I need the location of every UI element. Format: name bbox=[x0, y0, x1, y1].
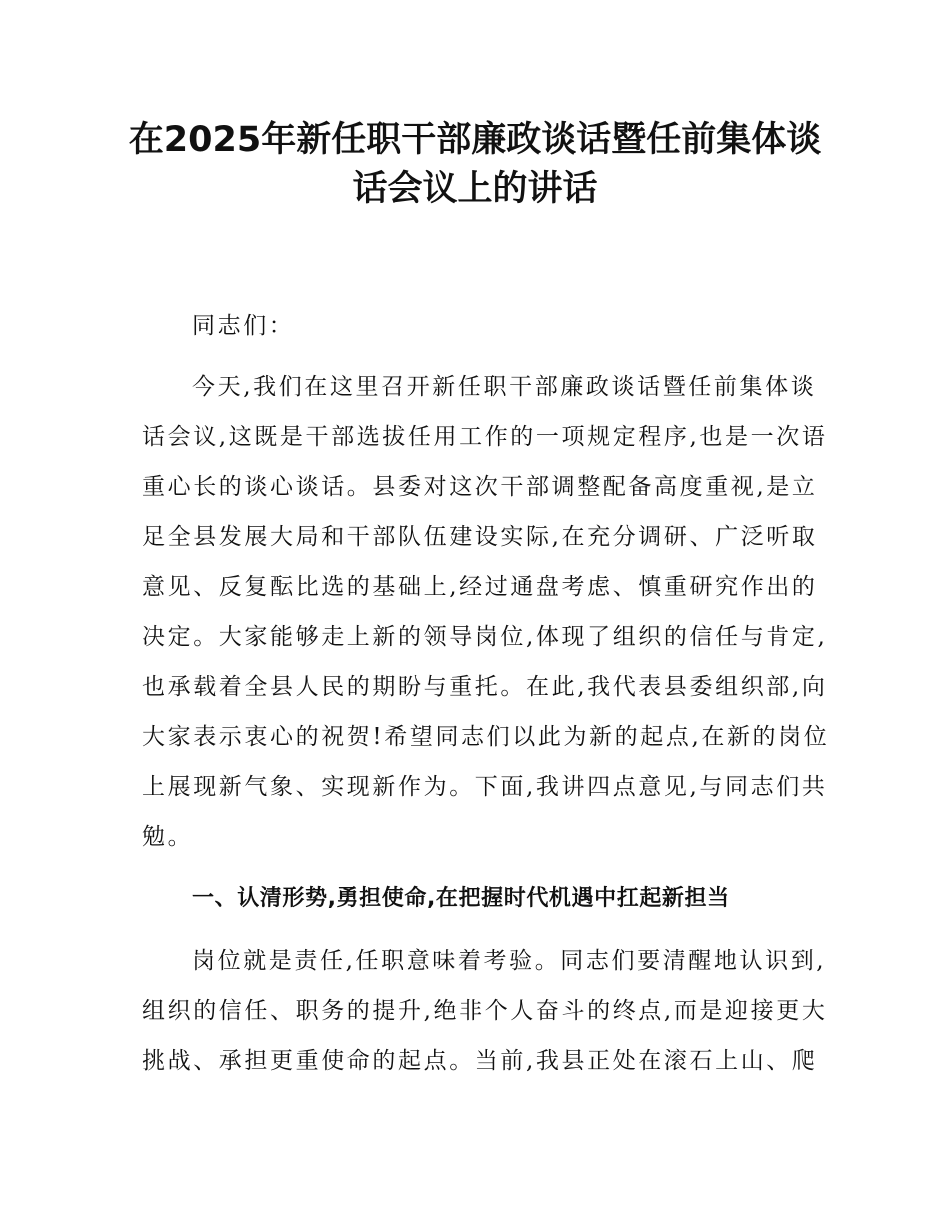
salutation: 同志们： bbox=[192, 313, 295, 339]
paragraph-line: 上展现新气象、实现新作为。下面,我讲四点意见,与同志们共 bbox=[142, 774, 828, 800]
paragraph-line: 重心长的谈心谈话。县委对这次干部调整配备高度重视,是立 bbox=[142, 474, 818, 500]
paragraph-line: 也承载着全县人民的期盼与重托。在此,我代表县委组织部,向 bbox=[142, 674, 828, 700]
section-heading-1: 一、认清形势,勇担使命,在把握时代机遇中扛起新担当 bbox=[192, 886, 730, 911]
paragraph-line: 组织的信任、职务的提升,绝非个人奋斗的终点,而是迎接更大 bbox=[142, 998, 828, 1024]
document-title-line-2: 话会议上的讲话 bbox=[352, 169, 598, 209]
paragraph-line: 意见、反复酝比选的基础上,经过通盘考虑、慎重研究作出的 bbox=[142, 574, 818, 600]
paragraph-line: 大家表示衷心的祝贺!希望同志们以此为新的起点,在新的岗位 bbox=[142, 724, 830, 750]
paragraph-line: 挑战、承担更重使命的起点。当前,我县正处在滚石上山、爬 bbox=[142, 1048, 818, 1074]
paragraph-line: 岗位就是责任,任职意味着考验。同志们要清醒地认识到, bbox=[192, 948, 827, 974]
document-title-line-1: 在2025年新任职干部廉政谈话暨任前集体谈 bbox=[128, 120, 822, 160]
paragraph-line: 足全县发展大局和干部队伍建设实际,在充分调研、广泛听取 bbox=[142, 524, 818, 550]
paragraph-line: 今天,我们在这里召开新任职干部廉政谈话暨任前集体谈 bbox=[192, 374, 817, 400]
paragraph-line: 话会议,这既是干部选拔任用工作的一项规定程序,也是一次语 bbox=[142, 424, 828, 450]
paragraph-line: 勉。 bbox=[142, 824, 194, 850]
paragraph-line: 决定。大家能够走上新的领导岗位,体现了组织的信任与肯定, bbox=[142, 624, 828, 650]
